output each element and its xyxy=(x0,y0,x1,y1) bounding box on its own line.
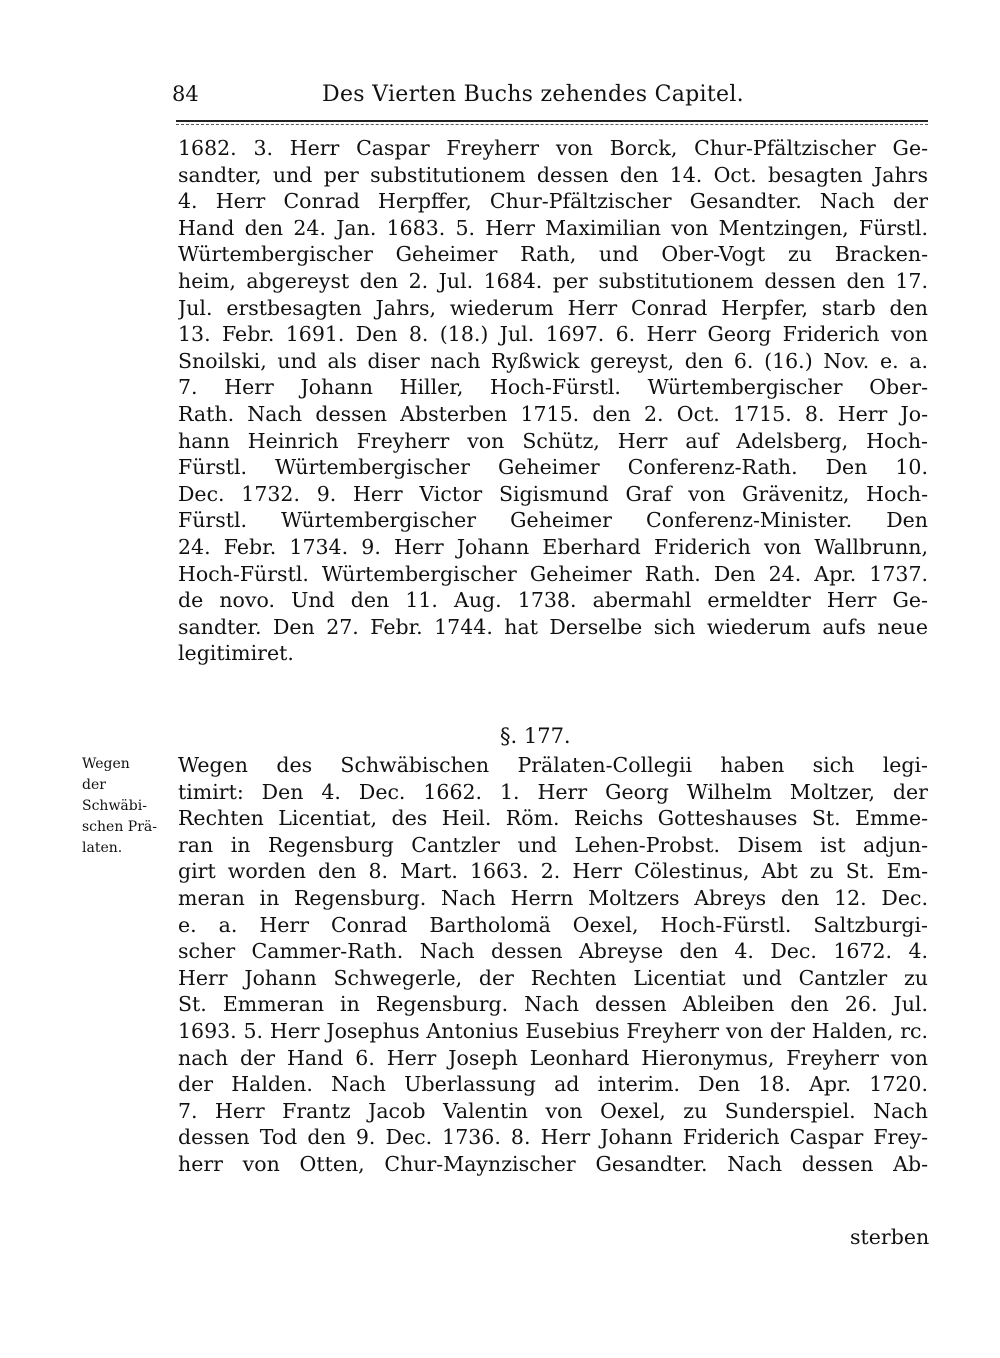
header-rule-ornament xyxy=(176,124,928,129)
text-line: 1693. 5. Herr Josephus Antonius Eusebius Freyherr von der Halden, rc. xyxy=(178,1018,928,1043)
text-line: girt worden den 8. Mart. 1663. 2. Herr Cölestinus, Abt zu St. Em- xyxy=(178,859,928,884)
text-line: ran in Regensburg Cantzler und Lehen-Probst. Disem ist adjun- xyxy=(178,832,928,857)
continued-paragraph xyxy=(178,135,928,667)
catchword: sterben xyxy=(850,1225,930,1249)
text-line: Jul. erstbesagten Jahrs, wiederum Herr Conrad Herpfer, starb den xyxy=(178,295,928,320)
text-line: meran in Regensburg. Nach Herrn Moltzers Abreys den 12. Dec. xyxy=(178,885,928,910)
text-line: 7. Herr Frantz Jacob Valentin von Oexel, zu Sunderspiel. Nach xyxy=(178,1098,928,1123)
text-line: 1682. 3. Herr Caspar Freyherr von Borck, Chur-Pfältzischer Ge- xyxy=(178,136,928,160)
text-line: dessen Tod den 9. Dec. 1736. 8. Herr Johann Friderich Caspar Frey- xyxy=(178,1125,928,1150)
text-line: Fürstl. Würtembergischer Geheimer Conferenz-Minister. Den xyxy=(178,508,928,533)
text-line: e. a. Herr Conrad Bartholomä Oexel, Hoch-Fürstl. Saltzburgi- xyxy=(178,912,928,937)
text-line: 4. Herr Conrad Herpffer, Chur-Pfältzischer Gesandter. Nach der xyxy=(178,189,928,214)
text-line: herr von Otten, Chur-Maynzischer Gesandter. Nach dessen Ab- xyxy=(178,1151,928,1176)
text-line: Würtembergischer Geheimer Rath, und Ober-Vogt zu Bracken- xyxy=(178,242,928,267)
text-line: nach der Hand 6. Herr Joseph Leonhard Hieronymus, Freyherr von xyxy=(178,1045,928,1070)
text-line: Rath. Nach dessen Absterben 1715. den 2. Oct. 1715. 8. Herr Jo- xyxy=(178,401,928,426)
text-line: Snoilski, und als diser nach Ryßwick gereyst, den 6. (16.) Nov. e. a. xyxy=(178,348,928,373)
margin-note-line: laten. xyxy=(82,840,123,856)
text-line: Herr Johann Schwegerle, der Rechten Licentiat und Cantzler zu xyxy=(178,965,928,990)
text-line: timirt: Den 4. Dec. 1662. 1. Herr Georg Wilhelm Moltzer, der xyxy=(178,779,928,804)
running-head: Des Vierten Buchs zehendes Capitel. xyxy=(322,82,744,107)
text-line: Fürstl. Würtembergischer Geheimer Conferenz-Rath. Den 10. xyxy=(178,455,928,480)
text-line: heim, abgereyst den 2. Jul. 1684. per substitutionem dessen den 17. xyxy=(178,268,928,293)
text-line: hann Heinrich Freyherr von Schütz, Herr auf Adelsberg, Hoch- xyxy=(178,428,928,453)
margin-note-line: Wegen xyxy=(82,756,130,772)
text-line: 13. Febr. 1691. Den 8. (18.) Jul. 1697. 6. Herr Georg Friderich von xyxy=(178,322,928,347)
text-line: St. Emmeran in Regensburg. Nach dessen Ableiben den 26. Jul. xyxy=(178,992,928,1017)
text-line: der Halden. Nach Uberlassung ad interim. Den 18. Apr. 1720. xyxy=(178,1072,928,1097)
margin-note xyxy=(82,754,164,859)
margin-note-line: Schwäbi- xyxy=(82,798,147,814)
margin-note-line: der xyxy=(82,777,106,793)
header-rule xyxy=(176,120,928,122)
text-line: sandter, und per substitutionem dessen den 14. Oct. besagten Jahrs xyxy=(178,162,928,187)
section-number: §. 177. xyxy=(500,724,571,748)
text-line: Dec. 1732. 9. Herr Victor Sigismund Graf von Grävenitz, Hoch- xyxy=(178,481,928,506)
text-line: 7. Herr Johann Hiller, Hoch-Fürstl. Würtembergischer Ober- xyxy=(178,375,928,400)
margin-note-line: schen Prä- xyxy=(82,819,157,835)
page-number: 84 xyxy=(172,82,199,106)
text-line: legitimiret. xyxy=(178,641,294,666)
text-line: Wegen des Schwäbischen Prälaten-Collegii haben sich legi- xyxy=(178,753,928,777)
section-177-paragraph xyxy=(178,752,928,1178)
text-line: Hoch-Fürstl. Würtembergischer Geheimer Rath. Den 24. Apr. 1737. xyxy=(178,561,928,586)
text-line: de novo. Und den 11. Aug. 1738. abermahl ermeldter Herr Ge- xyxy=(178,588,928,613)
page-header xyxy=(172,82,932,116)
text-line: sandter. Den 27. Febr. 1744. hat Derselbe sich wiederum aufs neue xyxy=(178,614,928,639)
text-line: Rechten Licentiat, des Heil. Röm. Reichs Gotteshauses St. Emme- xyxy=(178,806,928,831)
text-line: Hand den 24. Jan. 1683. 5. Herr Maximilian von Mentzingen, Fürstl. xyxy=(178,215,928,240)
text-line: scher Cammer-Rath. Nach dessen Abreyse den 4. Dec. 1672. 4. xyxy=(178,939,928,964)
text-line: 24. Febr. 1734. 9. Herr Johann Eberhard Friderich von Wallbrunn, xyxy=(178,534,928,559)
